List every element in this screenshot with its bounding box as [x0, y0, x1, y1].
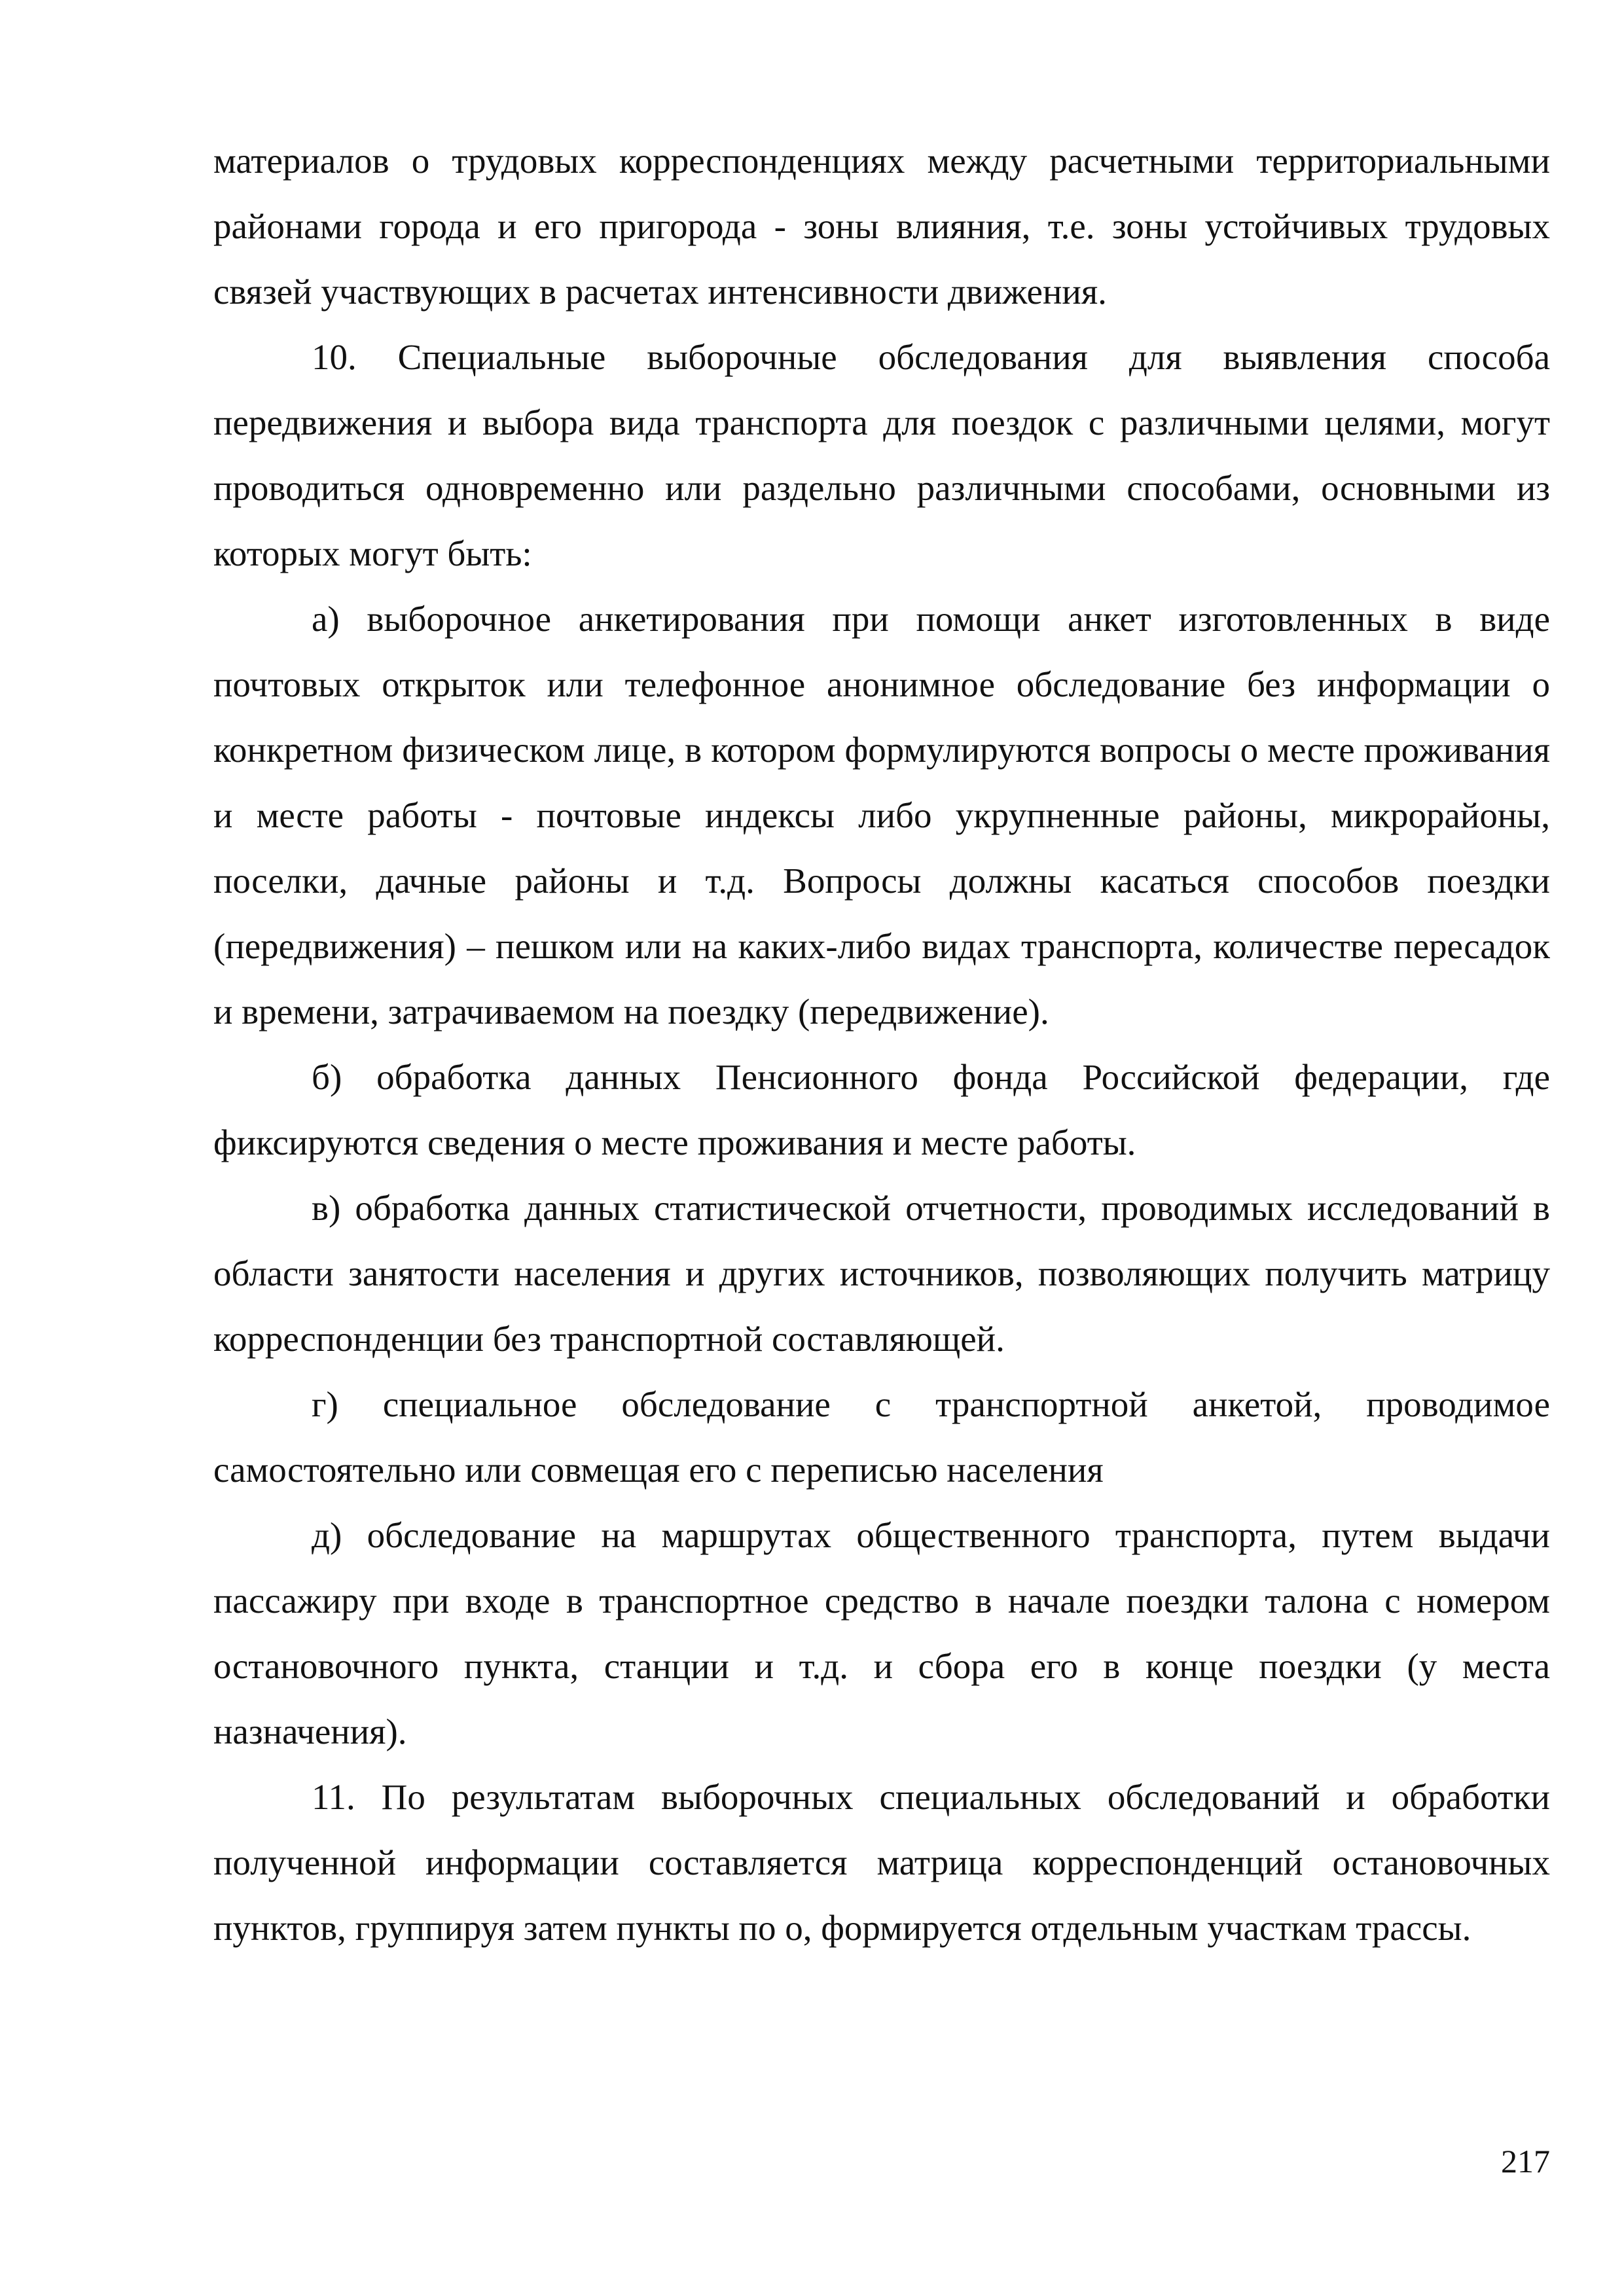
paragraph-item-11: 11. По результатам выборочных специальных обследований и обработки полученной информации составляется матрица корреспонденций остановочных пунктов, группируя затем пункты по о, формируется отдельным участкам трассы.	[213, 1777, 1550, 1948]
paragraph-item-10: 10. Специальные выборочные обследования для выявления способа передвижения и выбора вида транспорта для поездок с различными целями, могут проводиться одновременно или раздельно различными способами, основными из которых могут быть:	[213, 337, 1550, 573]
paragraph-subitem-d: д) обследование на маршрутах общественного транспорта, путем выдачи пассажиру при входе в транспортное средство в начале поездки талона с номером остановочного пункта, станции и т.д. и сбора его в конце поездки (у места назначения).	[213, 1515, 1550, 1751]
paragraph-subitem-g: г) специальное обследование с транспортной анкетой, проводимое самостоятельно или совмещая его с переписью населения	[213, 1384, 1550, 1490]
paragraph-continuation: материалов о трудовых корреспонденциях между расчетными территориальными районами города и его пригорода - зоны влияния, т.е. зоны устойчивых трудовых связей участвующих в расчетах интенсивности движения.	[213, 141, 1550, 312]
page-body	[213, 128, 1550, 1961]
page-number: 217	[1501, 2143, 1550, 2179]
paragraph-subitem-v: в) обработка данных статистической отчетности, проводимых исследований в области занятости населения и других источников, позволяющих получить матрицу корреспонденции без транспортной составляющей.	[213, 1188, 1550, 1359]
paragraph-subitem-b: б) обработка данных Пенсионного фонда Российской федерации, где фиксируются сведения о месте проживания и месте работы.	[213, 1057, 1550, 1162]
paragraph-subitem-a: а) выборочное анкетирования при помощи анкет изготовленных в виде почтовых открыток или телефонное анонимное обследование без информации о конкретном физическом лице, в котором формулируются вопросы о месте проживания и месте работы - почтовые индексы либо укрупненные районы, микрорайоны, поселки, дачные районы и т.д. Вопросы должны касаться способов поездки (передвижения) – пешком или на каких-либо видах транспорта, количестве пересадок и времени, затрачиваемом на поездку (передвижение).	[213, 599, 1550, 1031]
